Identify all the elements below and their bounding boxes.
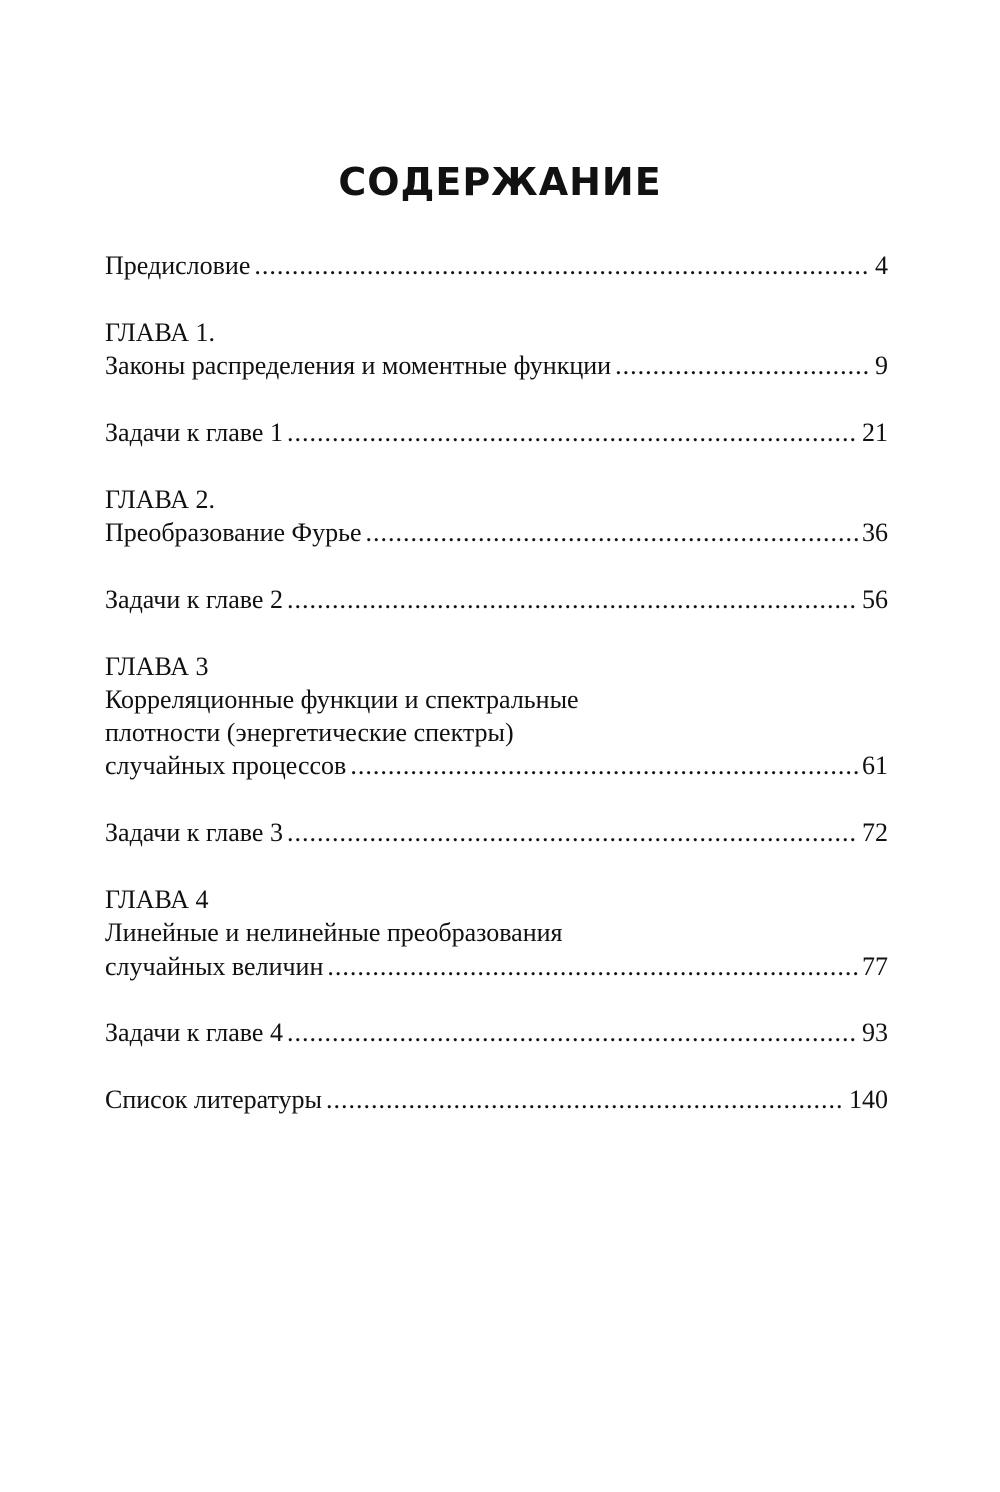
toc-entry-tasks-3[interactable] — [105, 816, 888, 850]
toc-page-number: 56 — [862, 585, 888, 614]
toc-entry-label: случайных процессов — [105, 751, 347, 780]
contents-title: СОДЕРЖАНИЕ — [338, 160, 662, 204]
dot-leader — [254, 249, 871, 283]
chapter-1-heading: ГЛАВА 1. — [105, 318, 215, 347]
toc-entry-chapter-2[interactable] — [105, 516, 888, 550]
toc-page-number: 36 — [862, 518, 888, 547]
toc-page-number: 9 — [875, 351, 888, 380]
dot-leader — [287, 1016, 858, 1050]
chapter-4-heading: ГЛАВА 4 — [105, 885, 209, 914]
dot-leader — [365, 516, 858, 550]
dot-leader — [615, 349, 871, 383]
toc-entry-chapter-1[interactable] — [105, 349, 888, 383]
toc-entry-chapter-4[interactable] — [105, 950, 888, 984]
dot-leader — [327, 950, 858, 984]
chapter-3-title-line: Корреляционные функции и спектральные — [105, 685, 579, 714]
chapter-2-heading: ГЛАВА 2. — [105, 485, 215, 514]
toc-entry-label: случайных величин — [105, 952, 324, 981]
toc-page-number: 72 — [862, 818, 888, 847]
dot-leader — [287, 816, 858, 850]
dot-leader — [287, 416, 858, 450]
dot-leader — [287, 583, 858, 617]
toc-page-number: 140 — [849, 1085, 888, 1114]
toc-entry-preface[interactable] — [105, 249, 888, 283]
toc-entry-label: Задачи к главе 2 — [105, 585, 283, 614]
toc-page-number: 77 — [862, 952, 888, 981]
toc-entry-label: Список литературы — [105, 1085, 322, 1114]
toc-entry-label: Законы распределения и моментные функции — [105, 351, 612, 380]
toc-entry-label: Задачи к главе 4 — [105, 1018, 283, 1047]
dot-leader — [350, 749, 858, 783]
toc-entry-label: Задачи к главе 3 — [105, 818, 283, 847]
toc-page-number: 21 — [862, 418, 888, 447]
toc-entry-chapter-3[interactable] — [105, 749, 888, 783]
chapter-3-title-line: плотности (энергетические спектры) — [105, 718, 514, 747]
toc-page-number: 4 — [875, 251, 888, 280]
toc-entry-tasks-2[interactable] — [105, 583, 888, 617]
chapter-3-heading: ГЛАВА 3 — [105, 652, 209, 681]
dot-leader — [326, 1083, 845, 1117]
toc-entry-tasks-4[interactable] — [105, 1016, 888, 1050]
toc-entry-bibliography[interactable] — [105, 1083, 888, 1117]
toc-page-number: 61 — [862, 751, 888, 780]
toc-entry-label: Предисловие — [105, 251, 251, 280]
toc-entry-label: Задачи к главе 1 — [105, 418, 283, 447]
toc-entry-tasks-1[interactable] — [105, 416, 888, 450]
toc-entry-label: Преобразование Фурье — [105, 518, 362, 547]
toc-page-number: 93 — [862, 1018, 888, 1047]
chapter-4-title-line: Линейные и нелинейные преобразования — [105, 918, 563, 947]
